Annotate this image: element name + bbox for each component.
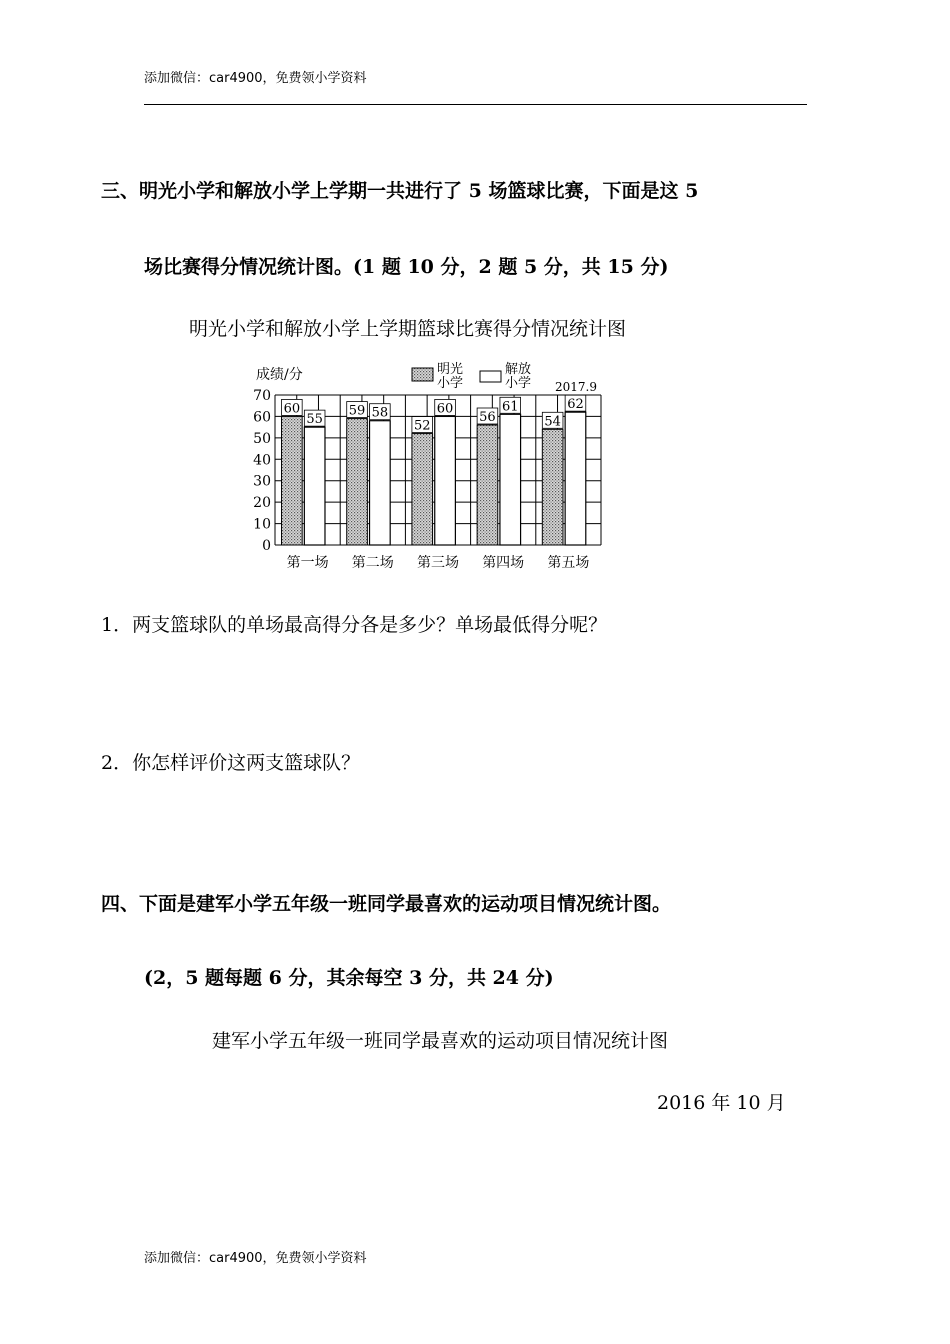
y-tick-label: 50 bbox=[253, 430, 271, 447]
question-1: 1．两支篮球队的单场最高得分各是多少？单场最低得分呢？ bbox=[101, 614, 608, 636]
y-tick-label: 40 bbox=[253, 452, 271, 469]
legend-mingguang-line1: 明光 bbox=[437, 362, 464, 377]
legend-swatch-mingguang bbox=[412, 368, 433, 381]
value-label-jiefang: 60 bbox=[436, 401, 454, 417]
legend-swatch-jiefang bbox=[480, 371, 501, 382]
chart-bars bbox=[282, 412, 586, 545]
legend-jiefang-line2: 小学 bbox=[505, 376, 532, 391]
value-label-mingguang: 59 bbox=[348, 403, 366, 419]
section4-chart-title: 建军小学五年级一班同学最喜欢的运动项目情况统计图 bbox=[212, 1030, 669, 1052]
legend-jiefang-line1: 解放 bbox=[505, 362, 532, 377]
value-label-mingguang: 56 bbox=[479, 410, 496, 425]
legend-mingguang-line2: 小学 bbox=[437, 376, 464, 391]
bar-mingguang bbox=[542, 429, 563, 545]
chart-date-label: 2017.9 bbox=[555, 380, 597, 394]
bar-jiefang bbox=[304, 427, 325, 545]
y-axis-label: 成绩/分 bbox=[256, 367, 303, 383]
x-category-label: 第一场 bbox=[286, 555, 329, 571]
bar-mingguang bbox=[282, 416, 303, 545]
y-tick-label: 30 bbox=[253, 473, 271, 490]
header-note: 添加微信：car4900，免费领小学资料 bbox=[144, 71, 367, 86]
section4-heading-line1: 四、下面是建军小学五年级一班同学最喜欢的运动项目情况统计图。 bbox=[101, 893, 672, 915]
bar-jiefang bbox=[565, 412, 586, 545]
section4-heading-line2: (2，5 题每题 6 分，其余每空 3 分，共 24 分) bbox=[144, 967, 554, 989]
x-category-label: 第五场 bbox=[547, 555, 590, 571]
y-tick-label: 70 bbox=[253, 388, 271, 404]
footer-note: 添加微信：car4900，免费领小学资料 bbox=[144, 1251, 367, 1266]
section3-heading-line2: 场比赛得分情况统计图。(1 题 10 分，2 题 5 分，共 15 分) bbox=[144, 256, 669, 278]
bar-mingguang bbox=[347, 419, 368, 545]
section3-heading-line1: 三、明光小学和解放小学上学期一共进行了 5 场篮球比赛，下面是这 5 bbox=[101, 180, 699, 202]
bar-jiefang bbox=[500, 414, 521, 545]
header-divider bbox=[144, 104, 807, 105]
bar-jiefang bbox=[435, 416, 456, 545]
x-category-label: 第四场 bbox=[482, 555, 525, 571]
section4-date: 2016 年 10 月 bbox=[657, 1092, 786, 1114]
x-category-label: 第二场 bbox=[351, 555, 394, 571]
value-label-jiefang: 61 bbox=[501, 399, 519, 415]
score-bar-chart bbox=[240, 356, 620, 578]
value-label-mingguang: 52 bbox=[413, 418, 431, 434]
question-2: 2．你怎样评价这两支篮球队？ bbox=[101, 752, 361, 774]
value-label-mingguang: 60 bbox=[283, 401, 301, 417]
value-label-jiefang: 55 bbox=[306, 412, 323, 428]
y-tick-label: 60 bbox=[253, 409, 271, 426]
section3-chart-title: 明光小学和解放小学上学期篮球比赛得分情况统计图 bbox=[189, 318, 627, 340]
bar-mingguang bbox=[412, 434, 433, 545]
y-tick-label: 20 bbox=[253, 495, 271, 512]
bar-mingguang bbox=[477, 425, 498, 545]
value-label-mingguang: 54 bbox=[544, 414, 561, 430]
y-tick-label: 10 bbox=[253, 516, 271, 533]
value-label-jiefang: 58 bbox=[371, 405, 389, 421]
y-tick-label: 0 bbox=[262, 538, 271, 554]
x-category-label: 第三场 bbox=[417, 555, 459, 571]
bar-jiefang bbox=[370, 421, 391, 545]
value-label-jiefang: 62 bbox=[567, 397, 584, 413]
